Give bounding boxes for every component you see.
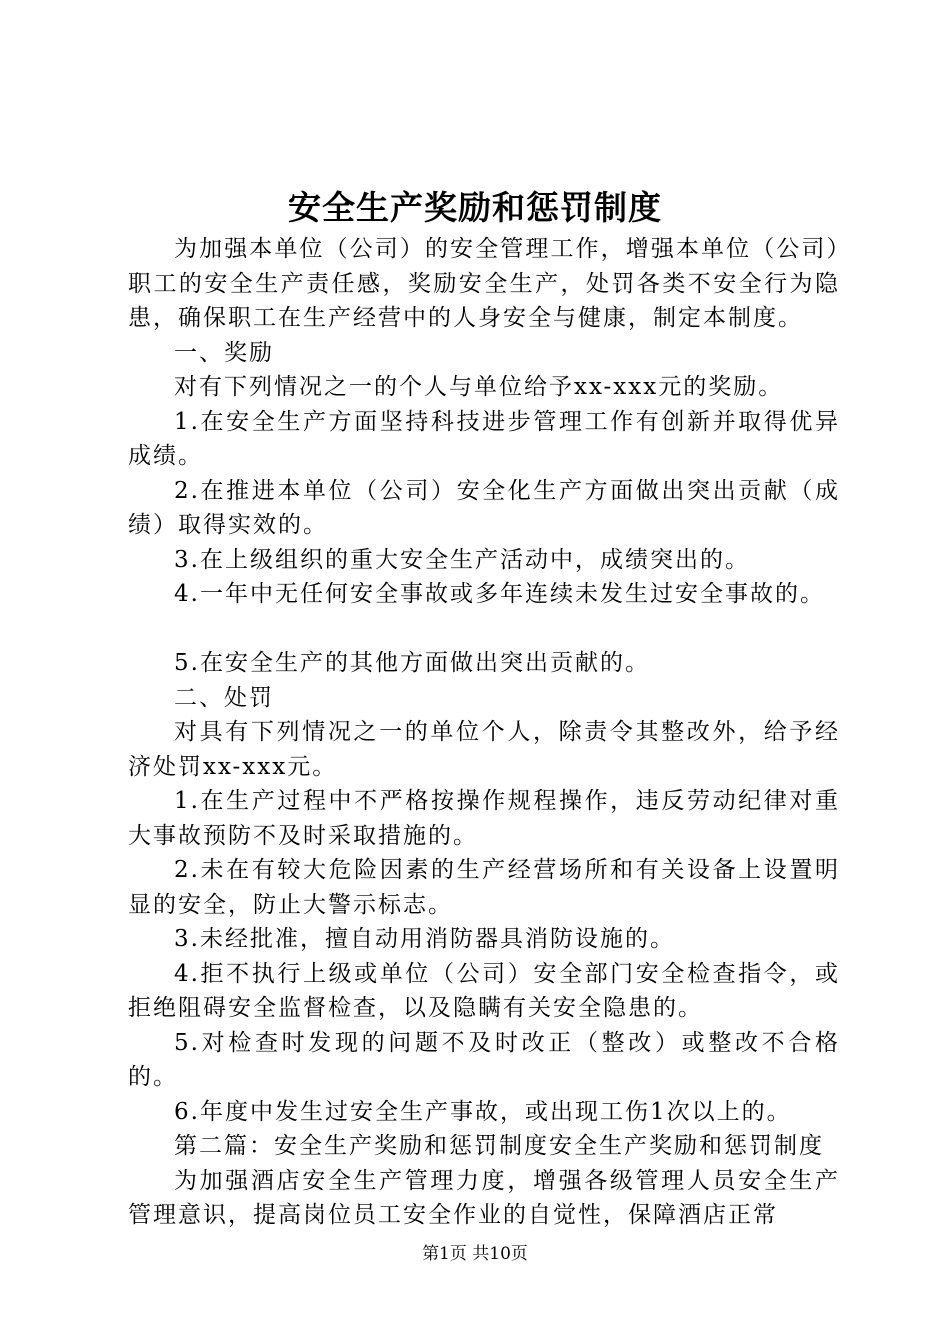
penalty-item-6: 6.年度中发生过安全生产事故，或出现工伤1次以上的。 — [174, 1098, 792, 1125]
section-heading-rewards: 一、奖励 — [174, 339, 274, 366]
penalty-item-3: 3.未经批准，擅自动用消防器具消防设施的。 — [174, 926, 675, 952]
penalty-item-5: 5.对检查时发现的问题不及时改正（整改）或整改不合格的。 — [128, 1029, 840, 1090]
second-article-heading: 第二篇：安全生产奖励和惩罚制度安全生产奖励和惩罚制度 — [174, 1133, 824, 1159]
reward-item-4: 4.一年中无任何安全事故或多年连续未发生过安全事故的。 — [174, 581, 825, 607]
section-heading-penalties: 二、处罚 — [174, 684, 274, 711]
page-number-footer: 第1页 共10页 — [422, 1244, 528, 1264]
rewards-intro-paragraph: 对有下列情况之一的个人与单位给予xx-xxx元的奖励。 — [174, 374, 784, 400]
reward-item-2: 2.在推进本单位（公司）安全化生产方面做出突出贡献（成绩）取得实效的。 — [128, 477, 840, 538]
reward-item-1: 1.在安全生产方面坚持科技进步管理工作有创新并取得优异成绩。 — [128, 408, 840, 469]
reward-item-5: 5.在安全生产的其他方面做出突出贡献的。 — [174, 650, 650, 676]
document-body — [128, 232, 840, 1233]
reward-item-3: 3.在上级组织的重大安全生产活动中，成绩突出的。 — [174, 546, 750, 573]
intro-paragraph: 为加强本单位（公司）的安全管理工作，增强本单位（公司）职工的安全生产责任感，奖励安全生产，处罚各类不安全行为隐患，确保职工在生产经营中的人身安全与健康，制定本制度。 — [128, 236, 840, 331]
penalty-item-1: 1.在生产过程中不严格按操作规程操作，违反劳动纪律对重大事故预防不及时采取措施的。 — [128, 788, 840, 849]
second-article-intro: 为加强酒店安全生产管理力度，增强各级管理人员安全生产管理意识，提高岗位员工安全作业的自觉性，保障酒店正常 — [128, 1167, 840, 1228]
penalty-item-4: 4.拒不执行上级或单位（公司）安全部门安全检查指令，或拒绝阻碍安全监督检查，以及隐瞒有关安全隐患的。 — [128, 960, 840, 1021]
penalties-intro-paragraph: 对具有下列情况之一的单位个人，除责令其整改外，给予经济处罚xx-xxx元。 — [128, 719, 840, 780]
blank-line — [128, 612, 840, 647]
penalty-item-2: 2.未在有较大危险因素的生产经营场所和有关设备上设置明显的安全，防止大警示标志。 — [128, 857, 840, 918]
document-title: 安全生产奖励和惩罚制度 — [288, 188, 662, 227]
